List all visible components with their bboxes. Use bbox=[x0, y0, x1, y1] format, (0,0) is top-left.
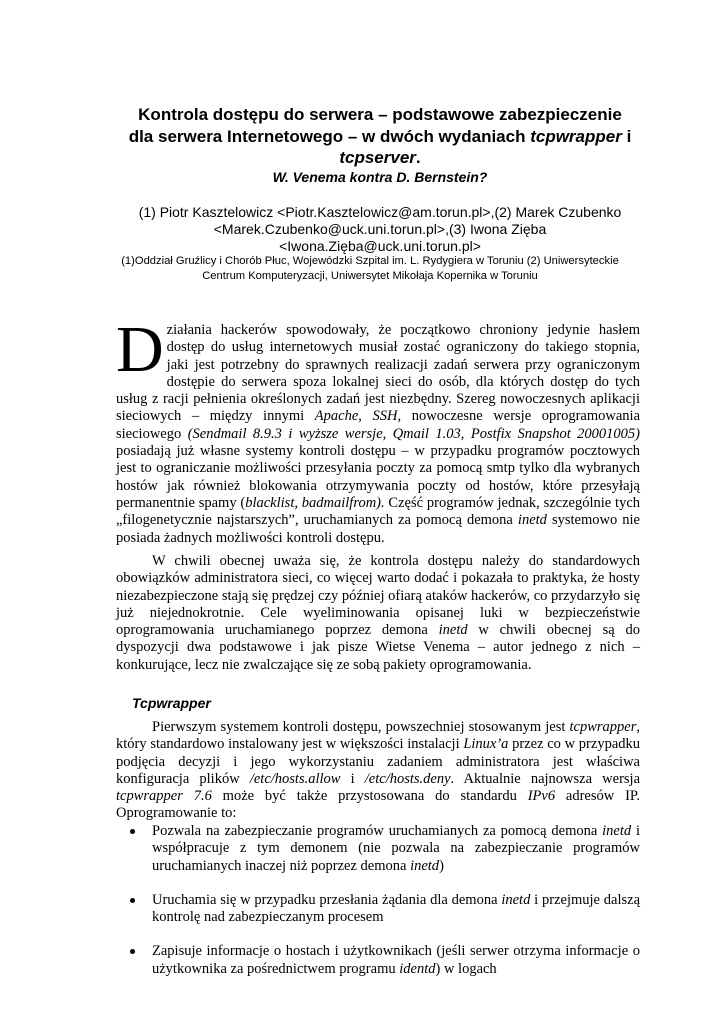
drop-cap: D bbox=[116, 313, 164, 386]
bullet-icon bbox=[130, 829, 135, 834]
title-line-3: tcpserver. bbox=[339, 148, 421, 167]
authors-line-1: (1) Piotr Kasztelowicz <Piotr.Kasztelowicz@am.torun.pl>,(2) Marek Czubenko bbox=[138, 204, 622, 220]
authors-line-3: <Iwona.Zięba@uck.uni.torun.pl> bbox=[279, 238, 481, 254]
list-item: Pozwala na zabezpieczanie programów uruchamianych za pomocą demona inetd i współpracuje z tym demonem (nie pozwala na zabezpieczanie programów uruchamianych inaczej niż poprzez demona inetd) bbox=[116, 823, 640, 875]
list-item: Uruchamia się w przypadku przesłania żądania dla demona inetd i przejmuje dalszą kontrolę nad zabezpieczanym procesem bbox=[116, 892, 640, 927]
affiliation-line-1: (1)Oddział Gruźlicy i Chorób Płuc, Wojewódzki Szpital im. L. Rydygiera w Toruniu (2) Uniwersyteckie bbox=[121, 255, 619, 267]
affiliation-line-2: Centrum Komputeryzacji, Uniwersytet Mikołaja Kopernika w Toruniu bbox=[202, 270, 538, 282]
intro-paragraph: Działania hackerów spowodowały, że początkowo chroniony jedynie hasłem dostęp do usług internetowych musiał zostać ograniczony do takiego stopnia, jaki jest potrzebny do sprawnych realizacji zadań serwera przy ograniczonym dostępie do serwera spoza lokalnej sieci do osób, dla których dostęp do tych usług z racji pełnienia określonych zadań jest niezbędny. Szereg nowoczesnych aplikacji sieciowych – między innymi Apache, SSH, nowoczesne wersje oprogramowania sieciowego (Sendmail 8.9.3 i wyższe wersje, Qmail 1.03, Postfix Snapshot 20001005) posiadają już własne systemy kontroli dostępu – w przypadku programów pocztowych jest to ograniczanie możliwości przesyłania poczty za pomocą smtp tylko dla wybranych hostów jak również blokowania otrzymywania poczty od hostów, które przesyłają permanentnie spamy (blacklist, badmailfrom). Część programów jednak, szczególnie tych „filogenetycznie najstarszych”, uruchamianych za pomocą demona inetd systemowo nie posiada żadnych możliwości kontroli dostępu. bbox=[116, 313, 641, 546]
document-subtitle: W. Venema kontra D. Bernstein? bbox=[272, 169, 488, 185]
affiliations-block bbox=[60, 254, 680, 284]
title-line-1: Kontrola dostępu do serwera – podstawowe zabezpieczenie bbox=[138, 105, 622, 124]
section-heading-tcpwrapper: Tcpwrapper bbox=[132, 695, 211, 711]
list-item: Zapisuje informacje o hostach i użytkownikach (jeśli serwer otrzyma informacje o użytkownika za pośrednictwem programu identd) w logach bbox=[116, 943, 640, 978]
tcpwrapper-paragraph: Pierwszym systemem kontroli dostępu, powszechniej stosowanym jest tcpwrapper, który standardowo instalowany jest w większości instalacji Linux’a przez co w przypadku podjęcia decyzji i jego wykorzystaniu zadaniem administratora jest właściwa konfiguracja plików /etc/hosts.allow i /etc/hosts.deny. Aktualnie najnowsza wersja tcpwrapper 7.6 może być także przystosowana do standardu IPv6 adresów IP. Oprogramowanie to: bbox=[116, 719, 641, 822]
second-paragraph: W chwili obecnej uważa się, że kontrola dostępu należy do standardowych obowiązków administratora sieci, co więcej warto dodać i pokazała to praktyka, że hosty niezabezpieczone stają się prędzej czy później ofiarą ataków hackerów, co przydarzyło się już niejednokrotnie. Cele wyeliminowania opisanej luki w bezpieczeństwie oprogramowania uruchamianego poprzez demona inetd w chwili obecnej są do dyspozycji dwa podstawowe i jak pisze Wietse Venema – autor jednego z nich – konkurujące, lecz nie zwalczające się ze sobą pakiety oprogramowania. bbox=[116, 553, 641, 673]
bullet-icon bbox=[130, 898, 135, 903]
title-line-2: dla serwera Internetowego – w dwóch wydaniach tcpwrapper i bbox=[128, 126, 632, 146]
authors-block bbox=[96, 204, 664, 255]
feature-list bbox=[116, 823, 640, 995]
bullet-icon bbox=[130, 949, 135, 954]
document-title bbox=[100, 104, 660, 169]
authors-line-2: <Marek.Czubenko@uck.uni.torun.pl>,(3) Iwona Zięba bbox=[213, 221, 547, 237]
